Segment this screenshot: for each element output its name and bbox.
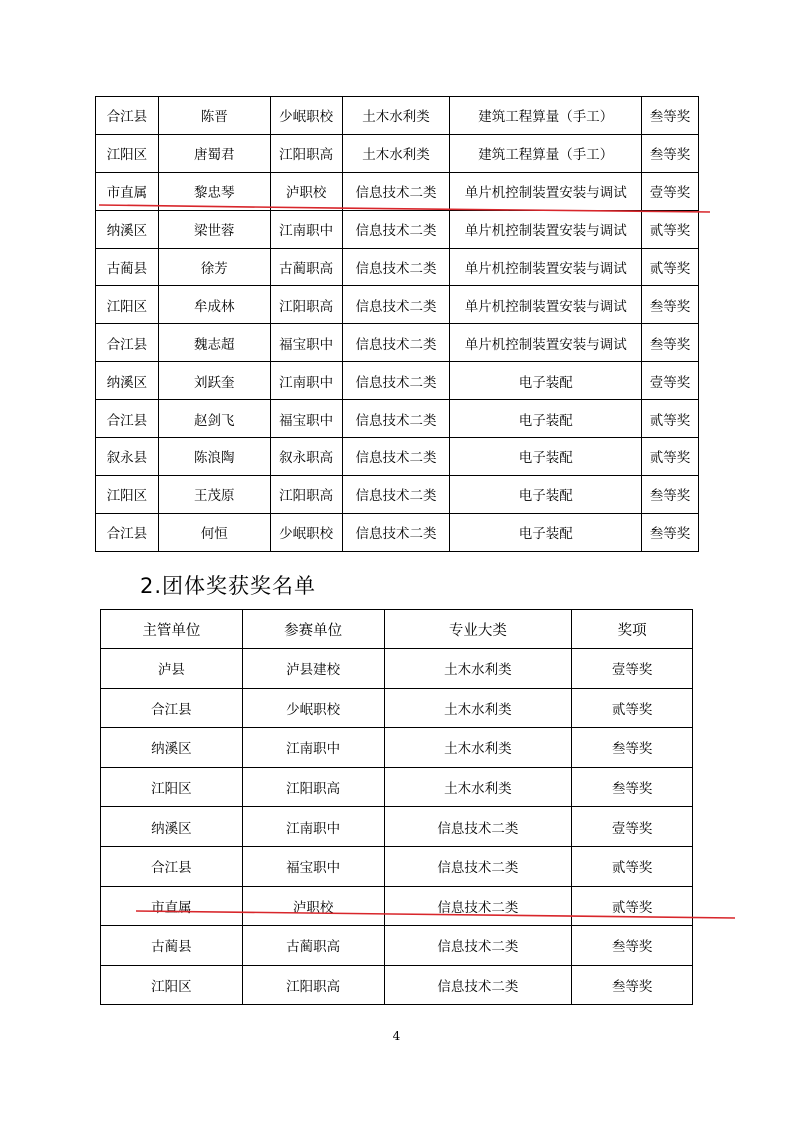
table-cell: 泸县 — [101, 649, 243, 689]
table-row — [96, 172, 699, 210]
table-row — [101, 926, 693, 966]
table-row — [96, 400, 699, 438]
header-supervising-unit: 主管单位 — [101, 610, 243, 649]
table-cell: 江阳职高 — [242, 767, 384, 807]
table-row — [96, 134, 699, 172]
table-row — [96, 438, 699, 476]
table-cell: 何恒 — [158, 513, 270, 551]
table-cell: 单片机控制装置安装与调试 — [450, 324, 642, 362]
table-cell: 江阳职高 — [242, 965, 384, 1005]
table-cell: 少岷职校 — [242, 688, 384, 728]
table-cell: 徐芳 — [158, 248, 270, 286]
team-awards-title: 2.团体奖获奖名单 — [140, 574, 317, 598]
table-cell: 信息技术二类 — [342, 400, 450, 438]
table-cell: 古蔺职高 — [242, 926, 384, 966]
table-cell: 单片机控制装置安装与调试 — [450, 210, 642, 248]
table-cell: 土木水利类 — [384, 688, 572, 728]
table-row — [101, 767, 693, 807]
table-cell: 江南职中 — [242, 807, 384, 847]
table-row — [96, 248, 699, 286]
table-row — [101, 886, 693, 926]
table-cell: 信息技术二类 — [384, 846, 572, 886]
table-cell: 壹等奖 — [642, 362, 699, 400]
table-cell: 土木水利类 — [384, 649, 572, 689]
table-cell: 纳溪区 — [96, 210, 159, 248]
table-cell: 叁等奖 — [572, 965, 693, 1005]
table-cell: 单片机控制装置安装与调试 — [450, 286, 642, 324]
table-cell: 叁等奖 — [642, 475, 699, 513]
table-cell: 叁等奖 — [642, 134, 699, 172]
table-row — [101, 965, 693, 1005]
table-cell: 信息技术二类 — [384, 965, 572, 1005]
table-cell: 贰等奖 — [642, 210, 699, 248]
table-cell: 土木水利类 — [342, 97, 450, 135]
table-cell: 信息技术二类 — [342, 172, 450, 210]
table-row — [101, 649, 693, 689]
individual-awards-table — [95, 96, 699, 552]
table-cell: 电子装配 — [450, 400, 642, 438]
individual-awards-body — [96, 97, 699, 552]
table-cell: 单片机控制装置安装与调试 — [450, 248, 642, 286]
table-cell: 叁等奖 — [642, 324, 699, 362]
table-cell: 信息技术二类 — [342, 324, 450, 362]
table-row — [96, 513, 699, 551]
table-cell: 市直属 — [101, 886, 243, 926]
table-cell: 合江县 — [101, 688, 243, 728]
table-row — [96, 362, 699, 400]
table-cell: 叁等奖 — [572, 728, 693, 768]
table-cell: 合江县 — [96, 400, 159, 438]
table-cell: 壹等奖 — [642, 172, 699, 210]
table-cell: 信息技术二类 — [384, 807, 572, 847]
table-cell: 泸职校 — [270, 172, 342, 210]
header-participating-unit: 参赛单位 — [242, 610, 384, 649]
table-cell: 贰等奖 — [642, 438, 699, 476]
table-cell: 赵剑飞 — [158, 400, 270, 438]
table-row — [101, 846, 693, 886]
table-cell: 江阳职高 — [270, 475, 342, 513]
table-cell: 合江县 — [101, 846, 243, 886]
table-cell: 泸县建校 — [242, 649, 384, 689]
table-cell: 单片机控制装置安装与调试 — [450, 172, 642, 210]
table-cell: 叁等奖 — [642, 513, 699, 551]
table-cell: 唐蜀君 — [158, 134, 270, 172]
table-cell: 土木水利类 — [342, 134, 450, 172]
table-cell: 信息技术二类 — [384, 886, 572, 926]
table-cell: 电子装配 — [450, 513, 642, 551]
table-cell: 土木水利类 — [384, 767, 572, 807]
table-cell: 黎忠琴 — [158, 172, 270, 210]
table-cell: 江阳职高 — [270, 134, 342, 172]
table-cell: 纳溪区 — [101, 807, 243, 847]
table-cell: 牟成林 — [158, 286, 270, 324]
table-cell: 电子装配 — [450, 362, 642, 400]
table-cell: 古蔺县 — [101, 926, 243, 966]
table-cell: 叙永县 — [96, 438, 159, 476]
table-cell: 市直属 — [96, 172, 159, 210]
table-cell: 福宝职中 — [270, 400, 342, 438]
table-cell: 江阳区 — [101, 767, 243, 807]
table-cell: 叁等奖 — [572, 926, 693, 966]
table-cell: 贰等奖 — [572, 688, 693, 728]
team-awards-body — [101, 649, 693, 1005]
table-cell: 建筑工程算量（手工） — [450, 97, 642, 135]
table-row — [96, 286, 699, 324]
table-cell: 贰等奖 — [572, 886, 693, 926]
table-cell: 江南职中 — [270, 362, 342, 400]
table-cell: 信息技术二类 — [342, 248, 450, 286]
table-cell: 陈浪陶 — [158, 438, 270, 476]
table-cell: 古蔺职高 — [270, 248, 342, 286]
table-cell: 古蔺县 — [96, 248, 159, 286]
header-major-category: 专业大类 — [384, 610, 572, 649]
table-cell: 合江县 — [96, 97, 159, 135]
table-cell: 江南职中 — [270, 210, 342, 248]
table-cell: 信息技术二类 — [384, 926, 572, 966]
table-cell: 少岷职校 — [270, 97, 342, 135]
table-cell: 壹等奖 — [572, 649, 693, 689]
table-cell: 电子装配 — [450, 438, 642, 476]
table-cell: 叁等奖 — [572, 767, 693, 807]
table-row — [96, 210, 699, 248]
table-cell: 叁等奖 — [642, 286, 699, 324]
table-cell: 江阳区 — [96, 286, 159, 324]
table-cell: 壹等奖 — [572, 807, 693, 847]
table-cell: 魏志超 — [158, 324, 270, 362]
table-cell: 建筑工程算量（手工） — [450, 134, 642, 172]
table-cell: 福宝职中 — [242, 846, 384, 886]
table-cell: 电子装配 — [450, 475, 642, 513]
header-award: 奖项 — [572, 610, 693, 649]
table-row — [96, 324, 699, 362]
table-cell: 信息技术二类 — [342, 286, 450, 324]
table-row — [101, 807, 693, 847]
table-cell: 叁等奖 — [642, 97, 699, 135]
table-cell: 刘跃奎 — [158, 362, 270, 400]
table-row — [101, 688, 693, 728]
table-row — [96, 97, 699, 135]
table-cell: 江阳职高 — [270, 286, 342, 324]
table-cell: 少岷职校 — [270, 513, 342, 551]
table-cell: 江阳区 — [101, 965, 243, 1005]
table-cell: 王茂原 — [158, 475, 270, 513]
table-cell: 江阳区 — [96, 475, 159, 513]
table-cell: 信息技术二类 — [342, 475, 450, 513]
table-cell: 梁世蓉 — [158, 210, 270, 248]
table-cell: 信息技术二类 — [342, 513, 450, 551]
table-cell: 福宝职中 — [270, 324, 342, 362]
table-cell: 江阳区 — [96, 134, 159, 172]
table-cell: 江南职中 — [242, 728, 384, 768]
table-cell: 陈晋 — [158, 97, 270, 135]
page-number: 4 — [392, 1029, 401, 1043]
table-cell: 信息技术二类 — [342, 362, 450, 400]
table-cell: 贰等奖 — [572, 846, 693, 886]
table-cell: 纳溪区 — [96, 362, 159, 400]
table-cell: 合江县 — [96, 513, 159, 551]
table-row — [96, 475, 699, 513]
table-cell: 纳溪区 — [101, 728, 243, 768]
table-cell: 合江县 — [96, 324, 159, 362]
table-cell: 贰等奖 — [642, 248, 699, 286]
table-cell: 土木水利类 — [384, 728, 572, 768]
team-awards-header-row — [101, 610, 693, 649]
table-cell: 泸职校 — [242, 886, 384, 926]
table-cell: 信息技术二类 — [342, 210, 450, 248]
table-cell: 叙永职高 — [270, 438, 342, 476]
table-cell: 贰等奖 — [642, 400, 699, 438]
table-cell: 信息技术二类 — [342, 438, 450, 476]
table-row — [101, 728, 693, 768]
team-awards-table — [100, 609, 693, 1005]
